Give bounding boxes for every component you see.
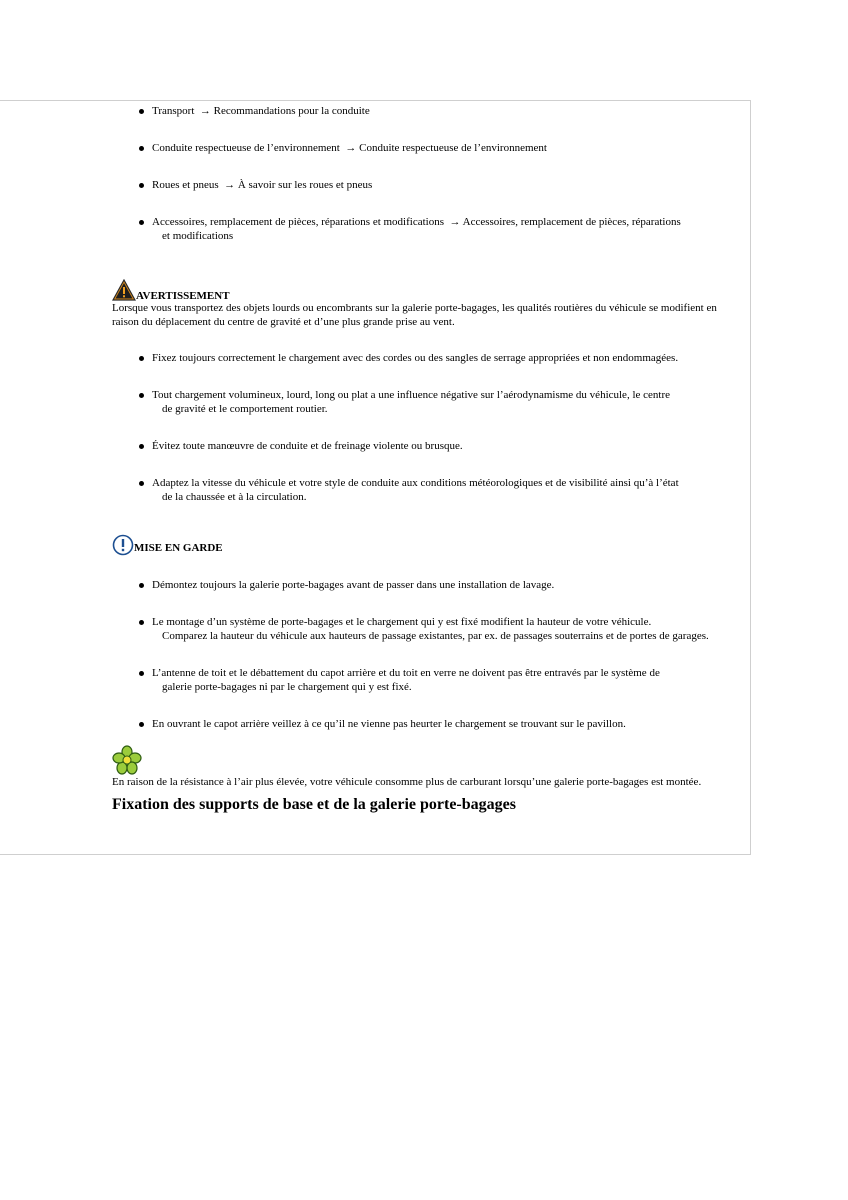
list-item-text-continued: de gravité et le comportement routier. (162, 403, 328, 415)
list-item-text: Tout chargement volumineux, lourd, long ou plat a une influence négative sur l’aérodynamisme du véhicule, le centre (152, 389, 670, 401)
environment-note (112, 745, 740, 789)
link-target[interactable]: Recommandations pour la conduite (213, 105, 370, 117)
caution-block (112, 534, 740, 731)
environment-note-text: En raison de la résistance à l’air plus élevée, votre véhicule consomme plus de carburant lorsqu’une galerie porte-bagages est montée. (112, 776, 702, 788)
list-item-text: L’antenne de toit et le débattement du capot arrière et du toit en verre ne doivent pas être entravés par le système de (152, 667, 660, 679)
document-content (112, 104, 740, 815)
warning-title: AVERTISSEMENT (136, 290, 230, 302)
link-target[interactable]: Conduite respectueuse de l’environnement (359, 142, 547, 154)
arrow-icon: → (449, 216, 461, 228)
flower-environment-icon (112, 745, 142, 775)
arrow-icon: → (345, 142, 357, 154)
caution-list (112, 578, 740, 731)
section-heading: Fixation des supports de base et de la galerie porte-bagages (112, 796, 516, 813)
list-item-text-continued: de la chaussée et à la circulation. (162, 491, 307, 503)
list-item (112, 476, 740, 504)
link-target-continued[interactable]: et modifications (162, 230, 234, 242)
list-item-text-continued: galerie porte-bagages ni par le chargement qui y est fixé. (162, 681, 412, 693)
list-item[interactable] (112, 215, 740, 243)
list-item-text: Démontez toujours la galerie porte-bagages avant de passer dans une installation de lavage. (152, 579, 555, 591)
link-label[interactable]: Transport (152, 105, 195, 117)
list-item[interactable] (112, 178, 740, 192)
list-item[interactable] (112, 104, 740, 118)
arrow-icon: → (224, 179, 236, 191)
exclamation-circle-icon (112, 534, 134, 556)
warning-triangle-icon (112, 279, 136, 301)
link-target[interactable]: À savoir sur les roues et pneus (237, 179, 373, 191)
list-item (112, 615, 740, 643)
list-item (112, 578, 740, 592)
caution-heading (112, 534, 740, 556)
warning-list (112, 351, 740, 504)
list-item-text: Adaptez la vitesse du véhicule et votre style de conduite aux conditions météorologiques et de visibilité ainsi qu’à l’état (152, 477, 679, 489)
list-item[interactable] (112, 141, 740, 155)
list-item (112, 439, 740, 453)
list-item (112, 666, 740, 694)
cross-reference-list (112, 104, 740, 243)
list-item (112, 717, 740, 731)
list-item-text: Évitez toute manœuvre de conduite et de freinage violente ou brusque. (152, 440, 463, 452)
caution-title: MISE EN GARDE (134, 542, 223, 554)
list-item-text-continued: Comparez la hauteur du véhicule aux hauteurs de passage existantes, par ex. de passages souterrains et de portes de garages. (162, 630, 709, 642)
link-label[interactable]: Accessoires, remplacement de pièces, réparations et modifications (152, 216, 444, 228)
arrow-icon: → (199, 105, 211, 117)
list-item (112, 351, 740, 365)
list-item-text: Le montage d’un système de porte-bagages et le chargement qui y est fixé modifient la hauteur de votre véhicule. (152, 616, 652, 628)
warning-block (112, 279, 740, 504)
warning-intro: Lorsque vous transportez des objets lourds ou encombrants sur la galerie porte-bagages, les qualités routières du véhicule se modifient en raison du déplacement du centre de gravité et d’une plus grande prise au vent. (112, 302, 717, 328)
list-item-text: En ouvrant le capot arrière veillez à ce qu’il ne vienne pas heurter le chargement se trouvant sur le pavillon. (152, 718, 626, 730)
link-target[interactable]: Accessoires, remplacement de pièces, réparations (462, 216, 681, 228)
link-label[interactable]: Roues et pneus (152, 179, 219, 191)
link-label[interactable]: Conduite respectueuse de l’environnement (152, 142, 340, 154)
list-item-text: Fixez toujours correctement le chargement avec des cordes ou des sangles de serrage appropriées et non endommagées. (152, 352, 679, 364)
warning-heading (112, 279, 740, 301)
list-item (112, 388, 740, 416)
